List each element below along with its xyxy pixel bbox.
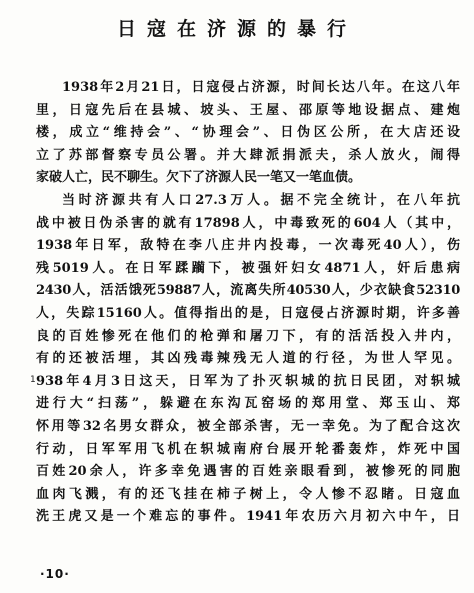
text-line: 人，失踪15160人。值得指出的是，日寇侵占济源时期，许多善 <box>36 305 460 321</box>
article-body <box>36 77 460 529</box>
margin-mark: 1 <box>30 375 36 385</box>
text-line: 战中被日伪杀害的就有17898人，中毒致死的604人（其中， <box>36 215 460 231</box>
text-line: 洗王虎又是一个难忘的事件。1941年农历六月初六中午，日 <box>36 509 460 525</box>
text-line: 百姓20余人，许多幸免遇害的百姓亲眼看到，被惨死的同胞 <box>36 464 460 480</box>
text-line: 良的百姓惨死在他们的枪弹和屠刀下，有的活活投入井内， <box>36 328 460 344</box>
text-line: 立了苏部督察专员公署。并大肆派捐派夫，杀人放火，闹得 <box>36 147 460 163</box>
text-line: 2430人，活活饿死59887人，流离失所40530人，少衣缺食52310 <box>36 283 460 299</box>
text-line: 怀用等32名男女群众，被全部杀害，无一幸免。为了配合这次 <box>36 418 460 434</box>
text-line: 残5019人。在日军蹂躏下，被强奸妇女4871人，奸后患病 <box>36 260 460 276</box>
text-line: 1938年2月21日，日寇侵占济源，时间长达八年。在这八年 <box>62 80 460 95</box>
page-number: ·10· <box>40 567 70 581</box>
text-line: 家破人亡，民不聊生。欠下了济源人民一笔又一笔血债。 <box>36 170 362 186</box>
text-line: 当时济源共有人口27.3万人。据不完全统计，在八年抗 <box>62 192 460 208</box>
text-line: 里，日寇先后在县城、坡头、王屋、邵原等地设据点、建炮 <box>36 102 460 118</box>
text-line: 楼，成立“维持会”、“协理会”、日伪区公所，在大店还设 <box>36 125 460 141</box>
text-line: 有的还被活埋，其凶残毒辣残无人道的行径，为世人罕见。 <box>36 351 460 367</box>
page-title: 日寇在济源的暴行 <box>116 18 357 40</box>
text-line: 1938年日军，敌特在李八庄井内投毒，一次毒死40人），伤 <box>36 238 460 254</box>
text-line: 行动，日军军用飞机在轵城南府台展开轮番轰炸，炸死中国 <box>36 441 460 457</box>
text-line: 进行大“扫荡”，躲避在东沟瓦窑场的郑用堂、郑玉山、郑 <box>36 396 460 412</box>
text-line: 938年4月3日这天，日军为了扑灭轵城的抗日民团，对轵城 <box>36 373 460 389</box>
text-line: 血肉飞溅，有的还飞挂在柿子树上，令人惨不忍睹。日寇血 <box>36 486 460 502</box>
